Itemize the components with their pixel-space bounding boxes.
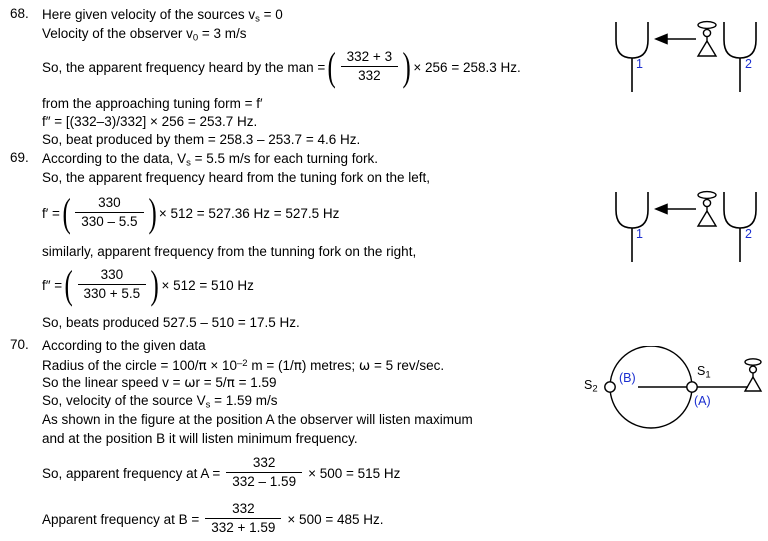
solution-68-line-5: f″ = [(332–3)/332] × 256 = 253.7 Hz. — [42, 114, 258, 129]
solution-69-line-6: So, beats produced 527.5 – 510 = 17.5 Hz. — [42, 315, 300, 330]
motion-arrow — [656, 35, 696, 44]
fraction — [75, 195, 143, 230]
numerator: 330 — [100, 267, 124, 282]
solution-69-line-4: similarly, apparent frequency from the tunning fork on the right, — [42, 244, 417, 259]
numerator: 332 — [252, 455, 276, 470]
fraction — [78, 267, 147, 302]
text: × 256 = 258.3 Hz. — [413, 59, 521, 75]
solution-69-equation-1 — [42, 189, 340, 235]
text: × 10 — [206, 357, 238, 373]
text: = 5 rev/sec. — [370, 357, 445, 373]
text: × 512 = 510 Hz — [161, 277, 254, 293]
text: f″ = — [42, 277, 63, 293]
pi-symbol: π — [293, 357, 302, 374]
solution-70-equation-1 — [42, 456, 400, 491]
right-paren: ) — [402, 43, 411, 89]
text: So, the apparent frequency heard by the man = — [42, 59, 326, 75]
fraction — [341, 49, 398, 84]
subscript: 0 — [192, 32, 199, 44]
text: Radius of the circle = 100/ — [42, 357, 199, 373]
text: Apparent frequency at B = — [42, 511, 200, 527]
omega-symbol: ω — [184, 375, 196, 391]
fraction — [205, 501, 281, 536]
text: S — [697, 364, 706, 378]
position-label-a: (A) — [694, 394, 711, 408]
tuning-fork-left — [616, 22, 648, 92]
motion-arrow — [656, 205, 696, 214]
text: So, apparent frequency at A = — [42, 465, 221, 481]
text: r = 5/ — [195, 375, 227, 390]
left-paren: ( — [62, 189, 71, 235]
tuning-fork-svg-1 — [604, 14, 768, 94]
text: = 1.59 — [234, 375, 277, 390]
denominator: 330 + 5.5 — [78, 284, 147, 302]
pi-symbol: π — [198, 357, 207, 374]
source-label-s1 — [697, 364, 711, 381]
subscript: s — [205, 399, 211, 411]
subscript: s — [255, 13, 260, 25]
text: So, velocity of the source V — [42, 393, 206, 408]
solution-69-equation-2 — [42, 261, 254, 307]
text: = 5.5 m/s for each turning fork. — [190, 151, 379, 166]
solution-70-line-3 — [42, 374, 276, 392]
subscript: s — [186, 157, 191, 169]
solution-68-line-2 — [42, 25, 247, 47]
text: × 512 = 527.36 Hz = 527.5 Hz — [158, 205, 340, 221]
text: × 500 = 485 Hz. — [287, 511, 384, 527]
fork-label-1: 1 — [636, 227, 643, 241]
tuning-fork-diagram-2 — [604, 184, 768, 264]
fork-label-2: 2 — [745, 227, 752, 241]
denominator: 332 — [341, 66, 398, 84]
fraction — [226, 455, 302, 490]
text: Here given velocity of the sources v — [42, 7, 256, 22]
text: f′ = — [42, 205, 60, 221]
observer-figure — [698, 192, 716, 226]
subscript: 2 — [592, 383, 598, 395]
source-point-s2 — [605, 382, 615, 392]
solution-68-line-6: So, beat produced by them = 258.3 – 253.7 = 4.6 Hz. — [42, 132, 361, 147]
solution-70-line-5: As shown in the figure at the position A the observer will listen maximum — [42, 412, 473, 427]
solution-68-equation-1 — [42, 43, 521, 89]
fork-label-2: 2 — [745, 57, 752, 71]
denominator: 330 – 5.5 — [75, 212, 143, 230]
text: m = (1/ — [247, 357, 294, 373]
solution-70-number: 70. — [10, 337, 29, 352]
tuning-fork-diagram-1 — [604, 14, 768, 94]
superscript: –2 — [237, 358, 248, 369]
left-paren: ( — [64, 261, 73, 307]
denominator: 332 – 1.59 — [226, 472, 302, 490]
denominator: 332 + 1.59 — [205, 518, 281, 536]
pi-symbol: π — [226, 375, 235, 391]
text: = 1.59 m/s — [210, 393, 278, 408]
tuning-fork-svg-2 — [604, 184, 768, 264]
solution-70-line-6: and at the position B it will listen minimum frequency. — [42, 431, 358, 446]
numerator: 330 — [98, 195, 121, 210]
observer-figure — [698, 22, 716, 56]
subscript: 1 — [705, 369, 711, 381]
numerator: 332 + 3 — [346, 49, 393, 64]
tuning-fork-left — [616, 192, 648, 262]
solution-69-number: 69. — [10, 150, 29, 165]
solution-69-line-2: So, the apparent frequency heard from the tuning fork on the left, — [42, 170, 430, 185]
solution-68-line-4: from the approaching tuning form = f′ — [42, 96, 263, 111]
source-label-s2 — [584, 378, 598, 395]
text: ) metres; — [301, 357, 359, 373]
text: = 0 — [259, 7, 283, 22]
text: According to the data, V — [42, 151, 187, 166]
solution-70-line-2 — [42, 355, 444, 375]
text: × 500 = 515 Hz — [308, 465, 401, 481]
text: So the linear speed v = — [42, 375, 185, 390]
text: = 3 m/s — [198, 26, 247, 41]
fork-label-1: 1 — [636, 57, 643, 71]
solution-68-number: 68. — [10, 6, 29, 21]
circle-diagram — [556, 346, 768, 436]
solution-70-equation-2 — [42, 502, 384, 537]
text: S — [584, 378, 593, 392]
solution-70-line-1: According to the given data — [42, 338, 206, 353]
numerator: 332 — [232, 501, 255, 516]
text: Velocity of the observer v — [42, 26, 193, 41]
right-paren: ) — [150, 261, 159, 307]
observer-figure — [745, 359, 761, 391]
left-paren: ( — [327, 43, 337, 89]
omega-symbol: ω — [358, 357, 371, 374]
position-label-b: (B) — [619, 371, 636, 385]
source-point-s1 — [687, 382, 697, 392]
right-paren: ) — [148, 189, 157, 235]
